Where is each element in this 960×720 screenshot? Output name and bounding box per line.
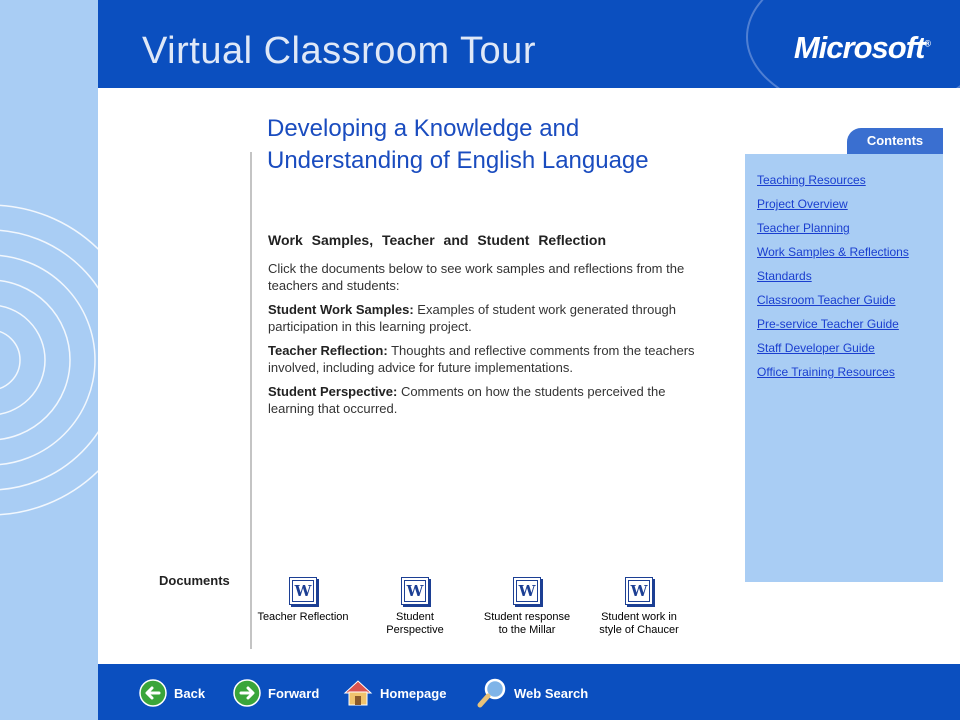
word-document-icon[interactable]: [289, 577, 317, 605]
document-student-work-chaucer[interactable]: [574, 577, 704, 637]
description-item-text: Thoughts and reflective comments from the teachers involved, including advice for future implementations.: [268, 343, 695, 375]
footer-nav-bar: [98, 664, 960, 720]
document-label-line2: Perspective: [386, 624, 444, 636]
word-icon-letter: W: [516, 580, 538, 602]
link-classroom-teacher-guide[interactable]: Classroom Teacher Guide: [757, 293, 896, 307]
homepage-button[interactable]: [342, 678, 446, 708]
document-label-line1: Student: [396, 611, 434, 623]
description-item-label: Teacher Reflection:: [268, 343, 388, 358]
link-teaching-resources[interactable]: Teaching Resources: [757, 173, 866, 187]
contents-tab: Contents: [847, 128, 943, 154]
back-arrow-icon: [138, 678, 168, 708]
concentric-circles-decoration: [0, 0, 98, 720]
link-work-samples-reflections[interactable]: Work Samples & Reflections: [757, 245, 909, 259]
link-office-training-resources[interactable]: Office Training Resources: [757, 365, 895, 379]
link-preservice-teacher-guide[interactable]: Pre-service Teacher Guide: [757, 317, 899, 331]
document-label: [574, 611, 704, 637]
document-label-line1: Teacher Reflection: [257, 611, 349, 623]
word-icon-letter: W: [628, 580, 650, 602]
link-staff-developer-guide[interactable]: Staff Developer Guide: [757, 341, 875, 355]
forward-arrow-icon: [232, 678, 262, 708]
page-title-line2: Understanding of English Language: [267, 147, 649, 174]
word-document-icon[interactable]: [401, 577, 429, 605]
document-label-line1: Student response: [483, 611, 571, 623]
description-item: [268, 301, 696, 335]
link-standards[interactable]: Standards: [757, 269, 812, 283]
word-document-icon[interactable]: [625, 577, 653, 605]
word-icon-letter: W: [404, 580, 426, 602]
document-label: [350, 611, 480, 637]
link-teacher-planning[interactable]: Teacher Planning: [757, 221, 850, 235]
description-item-label: Student Perspective:: [268, 384, 398, 399]
description-item: [268, 342, 696, 376]
document-label: [462, 611, 592, 637]
back-label: Back: [174, 685, 206, 701]
magnifier-icon: [476, 677, 508, 709]
document-student-perspective[interactable]: [350, 577, 480, 637]
forward-label: Forward: [268, 685, 320, 701]
document-label-line2: style of Chaucer: [599, 624, 679, 636]
intro-text: Click the documents below to see work samples and reflections from the teachers and students:: [268, 261, 685, 293]
page-title-line1: Developing a Knowledge and: [267, 115, 580, 142]
vertical-divider: [250, 152, 252, 649]
web-search-button[interactable]: [476, 678, 588, 708]
word-icon-letter: W: [292, 580, 314, 602]
document-student-response-millar[interactable]: [462, 577, 592, 637]
section-heading: Work Samples, Teacher and Student Reflection: [268, 232, 606, 248]
homepage-label: Homepage: [380, 685, 447, 701]
contents-panel: [745, 154, 943, 582]
link-project-overview[interactable]: Project Overview: [757, 197, 848, 211]
microsoft-logo: [794, 30, 930, 66]
document-label: [238, 611, 368, 624]
home-icon: [342, 678, 374, 708]
word-document-icon[interactable]: [513, 577, 541, 605]
description-item: [268, 383, 696, 417]
header-bar: [98, 0, 960, 88]
forward-button[interactable]: [232, 678, 319, 708]
trademark-symbol: ®: [924, 38, 930, 49]
left-decorative-band: [0, 0, 98, 720]
document-teacher-reflection[interactable]: [238, 577, 368, 624]
back-button[interactable]: [138, 678, 205, 708]
document-label-line2: to the Millar: [498, 624, 556, 636]
description-item-text: Examples of student work generated through participation in this learning project.: [268, 302, 677, 334]
documents-label: Documents: [159, 573, 230, 588]
description-item-label: Student Work Samples:: [268, 302, 414, 317]
web-search-label: Web Search: [514, 685, 589, 701]
site-title: Virtual Classroom Tour: [142, 30, 536, 72]
description-item-text: Comments on how the students perceived the learning that occurred.: [268, 384, 666, 416]
content-area: [268, 232, 696, 424]
microsoft-logo-text: Microsoft: [793, 30, 925, 65]
page-title: [267, 113, 737, 177]
document-label-line1: Student work in: [601, 611, 677, 623]
